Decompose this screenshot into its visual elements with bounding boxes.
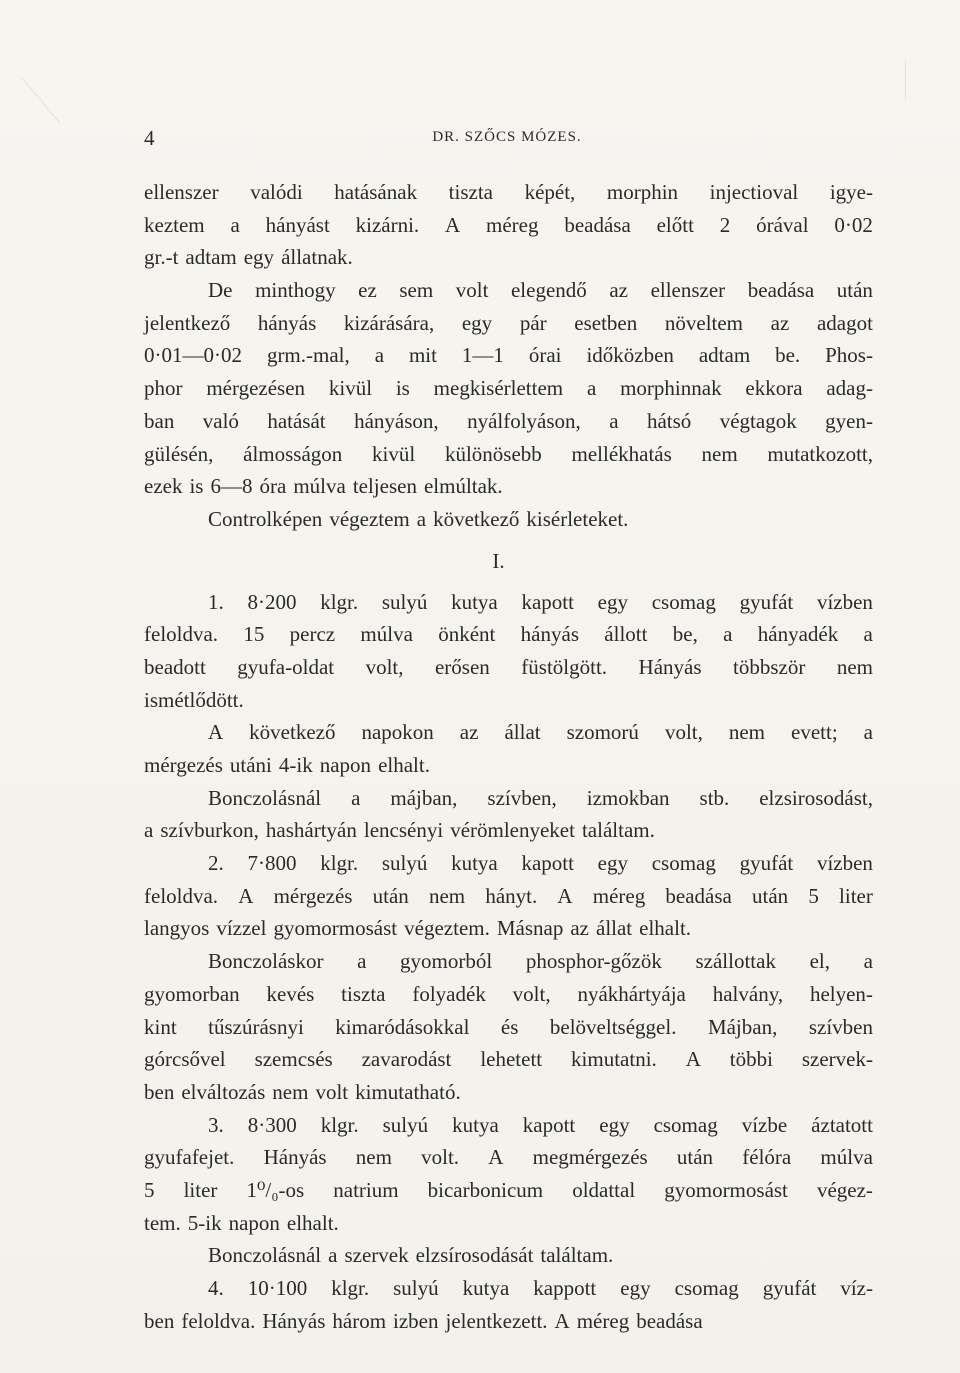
text-line: gyomorban kevés tiszta folyadék volt, nyákhártyája halvány, helyen- (144, 981, 873, 1006)
paragraph (144, 716, 873, 781)
text-line: ismétlődött. (144, 687, 244, 712)
text-line: 0·01—0·02 grm.-mal, a mit 1—1 órai időközben adtam be. Phos- (144, 343, 873, 368)
text-line: ezek is 6—8 óra múlva teljesen elmúltak. (144, 474, 503, 499)
paragraph (144, 847, 873, 945)
text-line: ban való hatását hányáson, nyálfolyáson, a hátsó végtagok gyen- (144, 408, 873, 433)
paragraph (144, 176, 873, 274)
text-line: gyufafejet. Hányás nem volt. A megmérgezés után félóra múlva (144, 1145, 873, 1170)
running-head: DR. SZŐCS MÓZES. (432, 129, 582, 145)
page-number: 4 (144, 126, 155, 150)
text-line: mérgezés utáni 4-ik napon elhalt. (144, 753, 430, 777)
text-line: a szívburkon, hashártyán lencsényi vérömlenyeket találtam. (144, 818, 655, 843)
page-header (144, 126, 870, 156)
scan-artifact (21, 77, 60, 124)
section-heading: I. (492, 548, 505, 573)
paragraph (144, 1109, 873, 1240)
page-body (144, 176, 873, 1337)
text-line: keztem a hányást kizárni. A méreg beadása előtt 2 órával 0·02 (144, 212, 873, 237)
paragraph (144, 1239, 873, 1272)
text-line: jelentkező hányás kizárására, egy pár esetben növeltem az adagot (144, 310, 873, 335)
text-line: phor mérgezésen kivül is megkisérlettem a morphinnak ekkora adag- (144, 376, 873, 401)
text-line: górcsővel szemcsés zavarodást lehetett kimutatni. A többi szervek- (144, 1047, 873, 1072)
text-line: 2. 7·800 klgr. sulyú kutya kapott egy csomag gyufát vízben (208, 851, 873, 876)
text-line: beadott gyufa-oldat volt, erősen füstölgött. Hányás többször nem (144, 654, 873, 679)
paragraph (144, 586, 873, 717)
text-line: gr.-t adtam egy állatnak. (144, 245, 353, 270)
text-line: Bonczolásnál a szervek elzsírosodását találtam. (208, 1243, 614, 1268)
text-line: Bonczolásnál a májban, szívben, izmokban stb. elzsirosodást, (208, 785, 873, 810)
paragraph (144, 274, 873, 503)
text-line: kint tűszúrásnyi kimaródásokkal és belöveltséggel. Májban, szívben (144, 1014, 873, 1039)
text-line: ben elváltozás nem volt kimutatható. (144, 1079, 461, 1104)
text-line: tem. 5-ik napon elhalt. (144, 1210, 339, 1235)
text-line: A következő napokon az állat szomorú volt, nem evett; a (208, 720, 873, 745)
text-line: feloldva. 15 percz múlva önként hányás állott be, a hányadék a (144, 622, 873, 647)
text-line: De minthogy ez sem volt elegendő az ellenszer beadása után (208, 278, 873, 303)
scan-artifact (905, 60, 906, 100)
text-line: ben feloldva. Hányás három izben jelentkezett. A méreg beadása (144, 1308, 703, 1333)
paragraph (144, 1272, 873, 1337)
paragraph (144, 782, 873, 847)
text-line: gülésén, álmosságon kivül különösebb mellékhatás nem mutatkozott, (144, 441, 873, 466)
text-line: langyos vízzel gyomormosást végeztem. Másnap az állat elhalt. (144, 916, 692, 941)
text-line: Bonczoláskor a gyomorból phosphor-gőzök szállottak el, a (208, 949, 873, 974)
paragraph (144, 503, 873, 536)
text-line: feloldva. A mérgezés után nem hányt. A méreg beadása után 5 liter (144, 883, 873, 908)
text-line: 5 liter 1⁰/₀-os natrium bicarbonicum oldattal gyomormosást végez- (144, 1177, 873, 1202)
text-line: ellenszer valódi hatásának tiszta képét, morphin injectioval igye- (144, 180, 873, 204)
paragraph (144, 945, 873, 1108)
text-line: 1. 8·200 klgr. sulyú kutya kapott egy csomag gyufát vízben (208, 589, 873, 614)
text-line: 3. 8·300 klgr. sulyú kutya kapott egy csomag vízbe áztatott (208, 1112, 873, 1137)
text-line: 4. 10·100 klgr. sulyú kutya kappott egy csomag gyufát víz- (208, 1276, 873, 1300)
text-line: Controlképen végeztem a következő kisérleteket. (208, 506, 629, 531)
